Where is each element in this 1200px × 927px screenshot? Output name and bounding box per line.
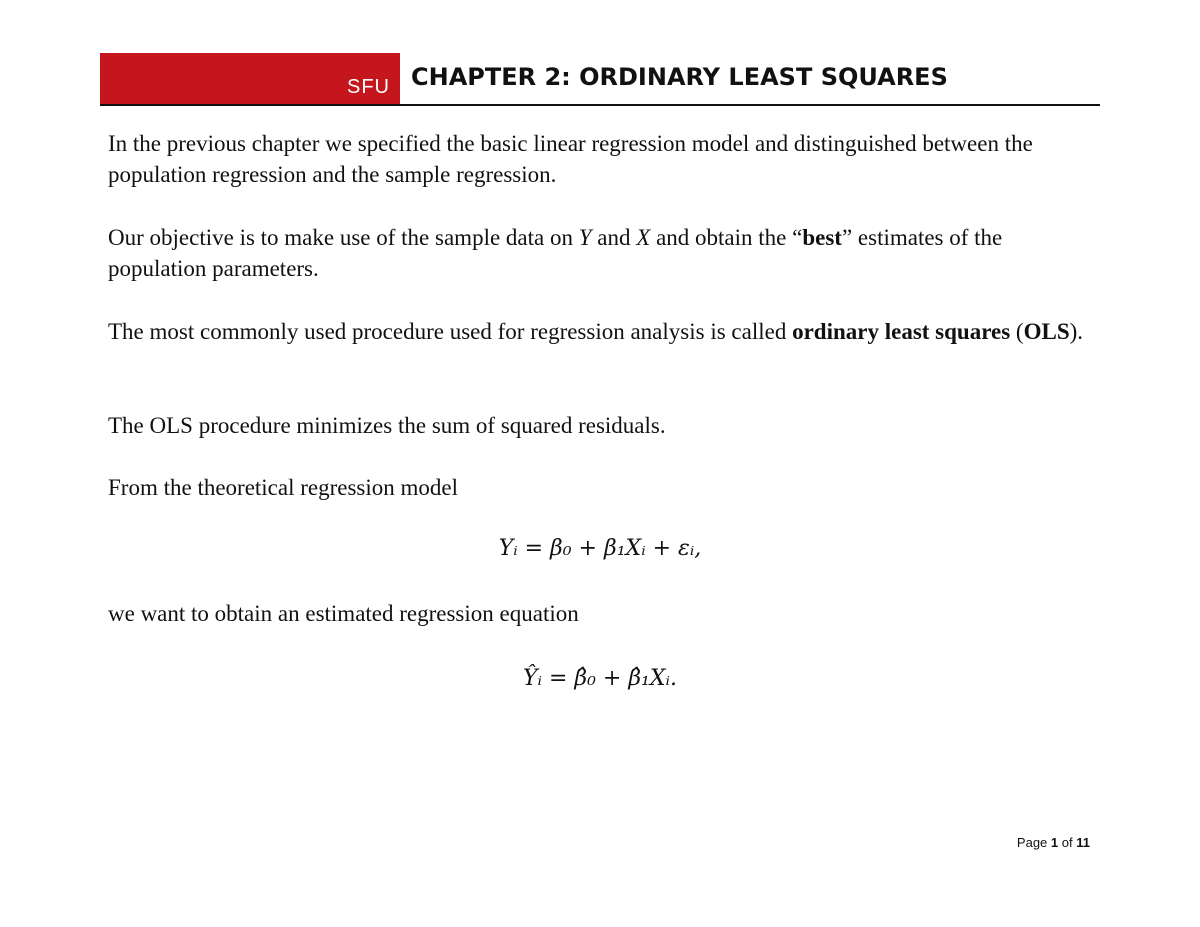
paragraph-objective xyxy=(108,222,1098,284)
text-run: and xyxy=(591,225,637,250)
paragraph-ols-procedure: The OLS procedure minimizes the sum of squared residuals. xyxy=(108,413,666,438)
equation-theoretical: Yᵢ = β₀ + β₁Xᵢ + εᵢ, xyxy=(498,536,702,561)
text-run: ( xyxy=(1010,319,1024,344)
term-ordinary-least-squares: ordinary least squares xyxy=(792,319,1011,344)
page-of: of xyxy=(1061,835,1073,850)
page-number xyxy=(1017,835,1090,850)
logo-text: SFU xyxy=(347,76,390,98)
page-label: Page xyxy=(1016,835,1048,850)
page-current: 1 xyxy=(1050,835,1059,850)
paragraph-ols-definition xyxy=(108,316,1098,347)
text-run: ). xyxy=(1069,319,1084,344)
page-header xyxy=(100,53,1100,105)
page-total: 11 xyxy=(1076,835,1090,850)
text-run: Our objective is to make use of the sample data on xyxy=(108,225,579,250)
header-divider xyxy=(100,104,1100,106)
paragraph-estimated-intro: we want to obtain an estimated regression equation xyxy=(108,601,579,626)
variable-y: Y xyxy=(578,225,592,250)
emphasis-best: best xyxy=(802,225,842,250)
text-run: ” estimates of the population parameters. xyxy=(108,225,1003,281)
variable-x: X xyxy=(636,225,651,250)
equation-estimated: Ŷᵢ = β̂₀ + β̂₁Xᵢ. xyxy=(523,666,677,691)
paragraph-intro: In the previous chapter we specified the basic linear regression model and distinguished between the population regression and the sample regression. xyxy=(108,131,1033,187)
sfu-logo xyxy=(100,53,400,105)
term-ols: OLS xyxy=(1023,319,1070,344)
chapter-title: CHAPTER 2: ORDINARY LEAST SQUARES xyxy=(411,63,948,91)
text-run: The most commonly used procedure used for regression analysis is called xyxy=(108,319,793,344)
paragraph-theoretical-intro: From the theoretical regression model xyxy=(108,475,459,500)
text-run: and obtain the “ xyxy=(650,225,803,250)
